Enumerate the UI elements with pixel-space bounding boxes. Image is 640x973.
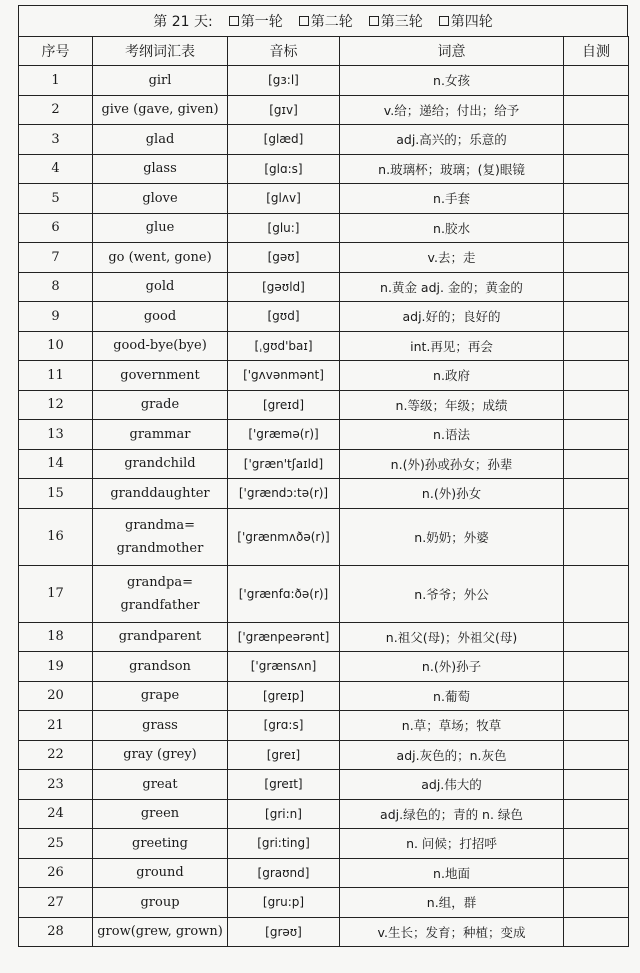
self-test-cell[interactable] bbox=[564, 184, 629, 214]
row-number: 7 bbox=[19, 243, 93, 273]
table-row bbox=[19, 302, 629, 332]
self-test-cell[interactable] bbox=[564, 331, 629, 361]
vocab-word: grammar bbox=[93, 420, 228, 450]
self-test-cell[interactable] bbox=[564, 622, 629, 652]
phonetic: [glæd] bbox=[228, 125, 340, 155]
vocab-word: ground bbox=[93, 858, 228, 888]
row-number: 27 bbox=[19, 888, 93, 918]
meaning: v.去；走 bbox=[340, 243, 564, 273]
phonetic: [greɪ] bbox=[228, 740, 340, 770]
row-number: 8 bbox=[19, 272, 93, 302]
vocab-word: glove bbox=[93, 184, 228, 214]
vocab-word: give (gave, given) bbox=[93, 95, 228, 125]
self-test-cell[interactable] bbox=[564, 479, 629, 509]
self-test-cell[interactable] bbox=[564, 652, 629, 682]
phonetic: ['grænfɑ:ðə(r)] bbox=[228, 565, 340, 622]
table-row bbox=[19, 917, 629, 947]
column-header-meaning: 词意 bbox=[340, 37, 564, 66]
self-test-cell[interactable] bbox=[564, 888, 629, 918]
vocab-word: good-bye(bye) bbox=[93, 331, 228, 361]
self-test-cell[interactable] bbox=[564, 917, 629, 947]
phonetic: [gəʊld] bbox=[228, 272, 340, 302]
title-row bbox=[18, 5, 628, 36]
meaning: n.黄金 adj. 金的；黄金的 bbox=[340, 272, 564, 302]
self-test-cell[interactable] bbox=[564, 302, 629, 332]
meaning: n.手套 bbox=[340, 184, 564, 214]
table-row bbox=[19, 888, 629, 918]
checkbox-icon[interactable] bbox=[369, 16, 379, 26]
phonetic: [glʌv] bbox=[228, 184, 340, 214]
table-row bbox=[19, 858, 629, 888]
row-number: 26 bbox=[19, 858, 93, 888]
table-row bbox=[19, 125, 629, 155]
meaning: n.奶奶；外婆 bbox=[340, 508, 564, 565]
self-test-cell[interactable] bbox=[564, 565, 629, 622]
meaning: n. 问候；打招呼 bbox=[340, 829, 564, 859]
row-number: 23 bbox=[19, 770, 93, 800]
round-1-check[interactable]: 第一轮 bbox=[229, 11, 283, 31]
row-number: 5 bbox=[19, 184, 93, 214]
vocabulary-sheet bbox=[18, 5, 628, 947]
self-test-cell[interactable] bbox=[564, 508, 629, 565]
table-row bbox=[19, 390, 629, 420]
self-test-cell[interactable] bbox=[564, 125, 629, 155]
self-test-cell[interactable] bbox=[564, 213, 629, 243]
round-2-check[interactable]: 第二轮 bbox=[299, 11, 353, 31]
table-row bbox=[19, 681, 629, 711]
self-test-cell[interactable] bbox=[564, 390, 629, 420]
table-header-row bbox=[19, 37, 629, 66]
checkbox-icon[interactable] bbox=[299, 16, 309, 26]
meaning: n.祖父(母)；外祖父(母) bbox=[340, 622, 564, 652]
table-row bbox=[19, 243, 629, 273]
phonetic: ['grænsʌn] bbox=[228, 652, 340, 682]
self-test-cell[interactable] bbox=[564, 858, 629, 888]
row-number: 2 bbox=[19, 95, 93, 125]
meaning: n.胶水 bbox=[340, 213, 564, 243]
self-test-cell[interactable] bbox=[564, 449, 629, 479]
table-row bbox=[19, 565, 629, 622]
self-test-cell[interactable] bbox=[564, 829, 629, 859]
row-number: 20 bbox=[19, 681, 93, 711]
self-test-cell[interactable] bbox=[564, 740, 629, 770]
row-number: 13 bbox=[19, 420, 93, 450]
table-row bbox=[19, 361, 629, 391]
column-header-self-test: 自测 bbox=[564, 37, 629, 66]
meaning: n.(外)孙子 bbox=[340, 652, 564, 682]
phonetic: [gru:p] bbox=[228, 888, 340, 918]
vocab-word: granddaughter bbox=[93, 479, 228, 509]
row-number: 6 bbox=[19, 213, 93, 243]
self-test-cell[interactable] bbox=[564, 243, 629, 273]
phonetic: [grəʊ] bbox=[228, 917, 340, 947]
meaning: adj.好的；良好的 bbox=[340, 302, 564, 332]
day-label: 第 21 天: bbox=[153, 14, 213, 30]
row-number: 28 bbox=[19, 917, 93, 947]
phonetic: [greɪt] bbox=[228, 770, 340, 800]
phonetic: [gɪv] bbox=[228, 95, 340, 125]
row-number: 17 bbox=[19, 565, 93, 622]
row-number: 10 bbox=[19, 331, 93, 361]
table-row bbox=[19, 154, 629, 184]
self-test-cell[interactable] bbox=[564, 154, 629, 184]
table-row bbox=[19, 770, 629, 800]
phonetic: ['grændɔ:tə(r)] bbox=[228, 479, 340, 509]
round-3-check[interactable]: 第三轮 bbox=[369, 11, 423, 31]
self-test-cell[interactable] bbox=[564, 711, 629, 741]
phonetic: [graʊnd] bbox=[228, 858, 340, 888]
row-number: 19 bbox=[19, 652, 93, 682]
phonetic: [ˌgʊd'baɪ] bbox=[228, 331, 340, 361]
vocab-word: glad bbox=[93, 125, 228, 155]
phonetic: [glɑ:s] bbox=[228, 154, 340, 184]
table-row bbox=[19, 622, 629, 652]
row-number: 22 bbox=[19, 740, 93, 770]
phonetic: [gri:ting] bbox=[228, 829, 340, 859]
table-row bbox=[19, 711, 629, 741]
vocab-word: grape bbox=[93, 681, 228, 711]
table-row bbox=[19, 184, 629, 214]
row-number: 14 bbox=[19, 449, 93, 479]
table-row bbox=[19, 449, 629, 479]
phonetic: ['græn'tʃaɪld] bbox=[228, 449, 340, 479]
phonetic: [greɪp] bbox=[228, 681, 340, 711]
table-row bbox=[19, 420, 629, 450]
phonetic: [gɜ:l] bbox=[228, 66, 340, 96]
phonetic: [gəʊ] bbox=[228, 243, 340, 273]
meaning: adj.灰色的；n.灰色 bbox=[340, 740, 564, 770]
column-header-number: 序号 bbox=[19, 37, 93, 66]
meaning: adj.绿色的；青的 n. 绿色 bbox=[340, 799, 564, 829]
vocab-word: group bbox=[93, 888, 228, 918]
phonetic: ['grænmʌðə(r)] bbox=[228, 508, 340, 565]
vocab-word: gold bbox=[93, 272, 228, 302]
table-row bbox=[19, 213, 629, 243]
row-number: 24 bbox=[19, 799, 93, 829]
phonetic: ['græmə(r)] bbox=[228, 420, 340, 450]
vocab-word: government bbox=[93, 361, 228, 391]
table-row bbox=[19, 66, 629, 96]
vocab-word: glue bbox=[93, 213, 228, 243]
round-4-check[interactable]: 第四轮 bbox=[439, 11, 493, 31]
meaning: n.女孩 bbox=[340, 66, 564, 96]
vocab-word: grow(grew, grown) bbox=[93, 917, 228, 947]
meaning: int.再见；再会 bbox=[340, 331, 564, 361]
vocab-word: greeting bbox=[93, 829, 228, 859]
vocab-word: glass bbox=[93, 154, 228, 184]
meaning: n.等级；年级；成绩 bbox=[340, 390, 564, 420]
meaning: n.玻璃杯；玻璃；(复)眼镜 bbox=[340, 154, 564, 184]
table-body bbox=[19, 66, 629, 947]
phonetic: [gʊd] bbox=[228, 302, 340, 332]
column-header-word: 考纲词汇表 bbox=[93, 37, 228, 66]
vocab-word: grandma= grandmother bbox=[93, 508, 228, 565]
row-number: 16 bbox=[19, 508, 93, 565]
vocab-word: go (went, gone) bbox=[93, 243, 228, 273]
meaning: n.(外)孙女 bbox=[340, 479, 564, 509]
vocab-word: gray (grey) bbox=[93, 740, 228, 770]
meaning: n.政府 bbox=[340, 361, 564, 391]
table-row bbox=[19, 95, 629, 125]
column-header-phonetic: 音标 bbox=[228, 37, 340, 66]
meaning: v.生长；发育；种植；变成 bbox=[340, 917, 564, 947]
phonetic: ['gʌvənmənt] bbox=[228, 361, 340, 391]
row-number: 21 bbox=[19, 711, 93, 741]
table-row bbox=[19, 479, 629, 509]
table-row bbox=[19, 652, 629, 682]
vocab-word: grass bbox=[93, 711, 228, 741]
vocabulary-table bbox=[18, 36, 629, 947]
meaning: n.草；草场；牧草 bbox=[340, 711, 564, 741]
meaning: v.给；递给；付出；给予 bbox=[340, 95, 564, 125]
row-number: 11 bbox=[19, 361, 93, 391]
vocab-word: grandson bbox=[93, 652, 228, 682]
meaning: n.地面 bbox=[340, 858, 564, 888]
meaning: n.葡萄 bbox=[340, 681, 564, 711]
row-number: 12 bbox=[19, 390, 93, 420]
checkbox-icon[interactable] bbox=[439, 16, 449, 26]
table-row bbox=[19, 740, 629, 770]
phonetic: [greɪd] bbox=[228, 390, 340, 420]
meaning: adj.高兴的；乐意的 bbox=[340, 125, 564, 155]
row-number: 4 bbox=[19, 154, 93, 184]
phonetic: [glu:] bbox=[228, 213, 340, 243]
meaning: adj.伟大的 bbox=[340, 770, 564, 800]
phonetic: [grɑ:s] bbox=[228, 711, 340, 741]
table-row bbox=[19, 331, 629, 361]
table-row bbox=[19, 508, 629, 565]
self-test-cell[interactable] bbox=[564, 95, 629, 125]
row-number: 1 bbox=[19, 66, 93, 96]
vocab-word: grandpa= grandfather bbox=[93, 565, 228, 622]
self-test-cell[interactable] bbox=[564, 420, 629, 450]
self-test-cell[interactable] bbox=[564, 66, 629, 96]
row-number: 25 bbox=[19, 829, 93, 859]
self-test-cell[interactable] bbox=[564, 361, 629, 391]
table-row bbox=[19, 799, 629, 829]
table-row bbox=[19, 829, 629, 859]
self-test-cell[interactable] bbox=[564, 272, 629, 302]
vocab-word: good bbox=[93, 302, 228, 332]
row-number: 9 bbox=[19, 302, 93, 332]
meaning: n.(外)孙或孙女；孙辈 bbox=[340, 449, 564, 479]
row-number: 15 bbox=[19, 479, 93, 509]
row-number: 3 bbox=[19, 125, 93, 155]
self-test-cell[interactable] bbox=[564, 681, 629, 711]
vocab-word: girl bbox=[93, 66, 228, 96]
meaning: n.组，群 bbox=[340, 888, 564, 918]
vocab-word: grade bbox=[93, 390, 228, 420]
vocab-word: grandchild bbox=[93, 449, 228, 479]
checkbox-icon[interactable] bbox=[229, 16, 239, 26]
meaning: n.语法 bbox=[340, 420, 564, 450]
vocab-word: great bbox=[93, 770, 228, 800]
phonetic: [gri:n] bbox=[228, 799, 340, 829]
vocab-word: grandparent bbox=[93, 622, 228, 652]
row-number: 18 bbox=[19, 622, 93, 652]
meaning: n.爷爷；外公 bbox=[340, 565, 564, 622]
table-row bbox=[19, 272, 629, 302]
self-test-cell[interactable] bbox=[564, 770, 629, 800]
self-test-cell[interactable] bbox=[564, 799, 629, 829]
phonetic: ['grænpeərənt] bbox=[228, 622, 340, 652]
vocab-word: green bbox=[93, 799, 228, 829]
